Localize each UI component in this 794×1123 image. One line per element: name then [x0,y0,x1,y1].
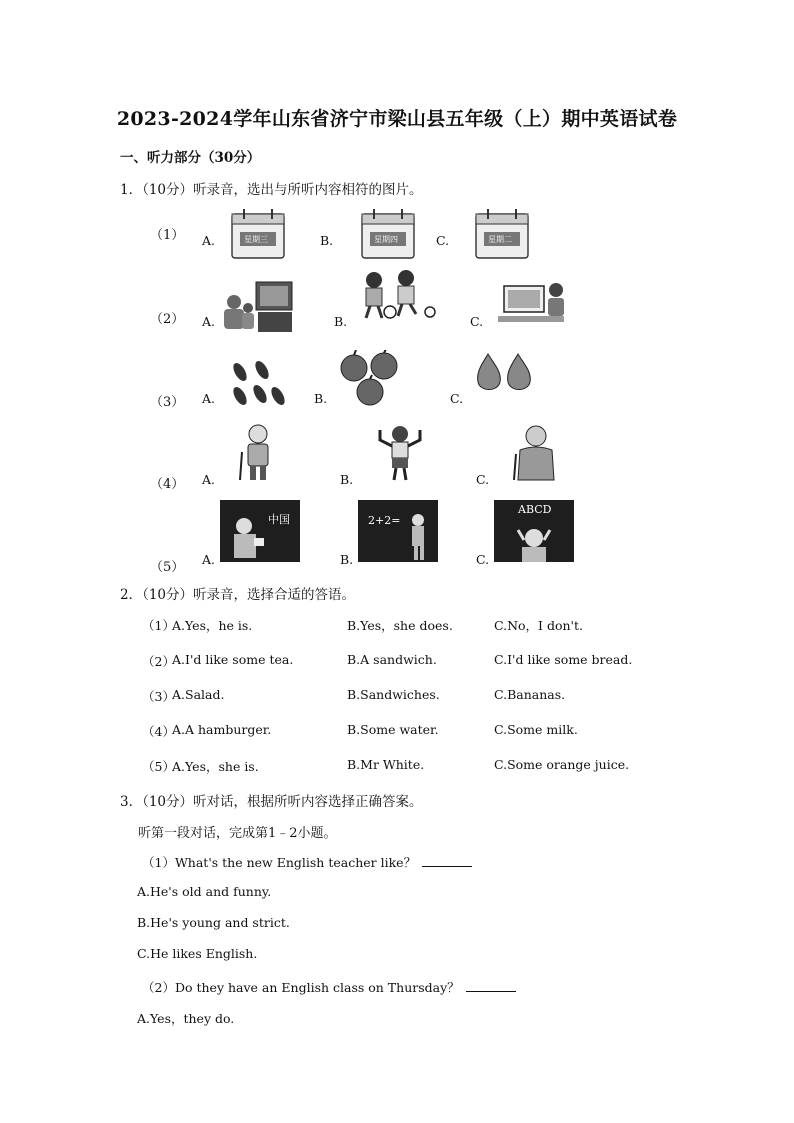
q1-item-1-option-c: C. [436,233,450,248]
q2-item-4-option-a: A.A hamburger. [172,722,272,737]
q1-item-3-option-b: B. [314,391,328,406]
blackboard-math-image [358,500,438,562]
q1-item-2-option-a: A. [202,314,216,329]
q1-item-1-option-a: A. [202,233,216,248]
apples-image [336,350,406,410]
q2-item-1-number: （1） [142,618,175,633]
q2-item-4-option-c: C.Some milk. [494,722,578,737]
q3-sub-2-text: （2）Do they have an English class on Thursday？ [142,980,460,995]
answer-blank[interactable] [422,854,472,867]
q1-item-1-option-b: B. [320,233,334,248]
q2-item-1-option-c: C.No，I don't. [494,618,583,633]
calendar-icon [466,204,538,262]
q2-item-4-option-b: B.Some water. [347,722,439,737]
board-b-text: 2+2= [368,514,401,527]
q1-item-5-option-c: C. [476,552,490,567]
q1-item-1-number: （1） [150,228,185,243]
page-title: 2023-2024学年山东省济宁市梁山县五年级（上）期中英语试卷 [116,108,678,130]
using-computer-image [494,278,578,330]
q2-item-2-option-b: B.A sandwich. [347,652,437,667]
q3-sub-1-text: （1）What's the new English teacher like？ [142,855,417,870]
q2-item-5-option-a: A.Yes，she is. [172,759,259,774]
calendar-b-label: 星期四 [374,235,398,244]
q2-item-3-option-a: A.Salad. [172,687,225,702]
q1-item-3-option-a: A. [202,391,216,406]
q3-sub-1-question [142,853,472,871]
calendar-c-label: 星期二 [488,235,512,244]
old-woman-image [506,424,562,482]
calendar-icon [352,204,424,262]
eggplants-image [226,358,290,410]
watching-tv-image [218,276,298,334]
board-a-text: 中国 [268,513,290,526]
section-heading-listening: 一、听力部分（30分） [120,150,261,166]
q1-item-4-option-a: A. [202,472,216,487]
q1-item-5-option-b: B. [340,552,354,567]
strong-boy-image [374,424,426,482]
question-3-intro: 听第一段对话，完成第1﹣2小题。 [138,826,337,841]
q2-item-1-option-a: A.Yes，he is. [172,618,253,633]
q3-sub-1-option-b: B.He's young and strict. [137,915,290,930]
q1-item-4-option-c: C. [476,472,490,487]
blackboard-chinese-image [220,500,300,562]
q3-sub-1-option-a: A.He's old and funny. [137,884,272,899]
q1-item-4-option-b: B. [340,472,354,487]
board-c-text: ABCD [518,503,552,516]
q2-item-3-option-b: B.Sandwiches. [347,687,440,702]
q2-item-2-option-a: A.I'd like some tea. [172,652,294,667]
q1-item-5-number: （5） [150,560,185,575]
q3-sub-1-option-c: C.He likes English. [137,946,258,961]
q1-item-4-number: （4） [150,477,185,492]
q2-item-1-option-b: B.Yes，she does. [347,618,453,633]
q2-item-5-number: （5） [142,759,175,774]
pears-image [472,350,536,394]
question-1-stem: 1．（10分）听录音，选出与所听内容相符的图片。 [120,182,423,198]
q2-item-5-option-c: C.Some orange juice. [494,757,630,772]
q1-item-2-option-b: B. [334,314,348,329]
q2-item-4-number: （4） [142,724,175,739]
q2-item-2-number: （2） [142,654,175,669]
q3-sub-2-question [142,978,516,996]
q1-item-2-option-c: C. [470,314,484,329]
q3-sub-2-option-a: A.Yes，they do. [137,1011,235,1026]
question-2-stem: 2．（10分）听录音，选择合适的答语。 [120,587,356,603]
question-3-stem: 3．（10分）听对话，根据所听内容选择正确答案。 [120,794,423,810]
q1-item-5-option-a: A. [202,552,216,567]
playing-football-image [350,268,436,320]
q2-item-2-option-c: C.I'd like some bread. [494,652,633,667]
q2-item-5-option-b: B.Mr White. [347,757,425,772]
q1-item-3-option-c: C. [450,391,464,406]
q2-item-3-option-c: C.Bananas. [494,687,566,702]
q1-item-2-number: （2） [150,312,185,327]
answer-blank[interactable] [466,979,516,992]
old-man-image [232,422,282,482]
q1-item-3-number: （3） [150,395,185,410]
calendar-a-label: 星期三 [244,235,268,244]
calendar-icon [222,204,294,262]
q2-item-3-number: （3） [142,689,175,704]
